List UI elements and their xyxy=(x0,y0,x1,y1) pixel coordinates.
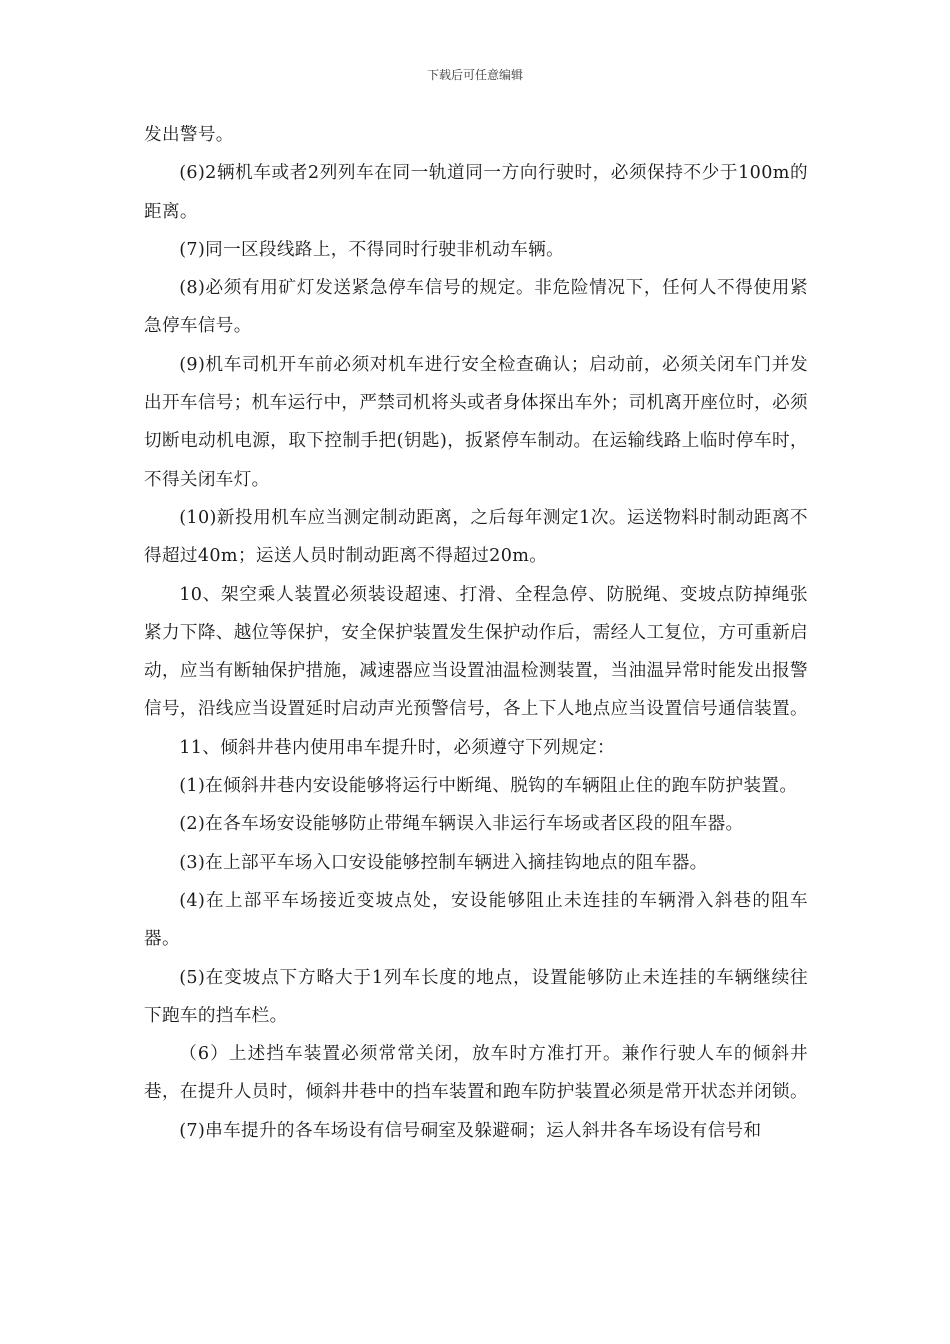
paragraph: (1)在倾斜井巷内安设能够将运行中断绳、脱钩的车辆阻止住的跑车防护装置。 xyxy=(179,776,798,797)
paragraph: (8)必须有用矿灯发送紧急停车信号的规定。非危险情况下，任何人不得使用紧急停车信号。 xyxy=(144,278,808,337)
paragraph: (3)在上部平车场入口安设能够控制车辆进入摘挂钩地点的阻车器。 xyxy=(179,852,708,873)
paragraph: (6)2辆机车或者2列列车在同一轨道同一方向行驶时，必须保持不少于100m的距离。 xyxy=(144,163,808,222)
page-header: 下载后可任意编辑 xyxy=(426,68,523,82)
paragraph: 发出警号。 xyxy=(144,125,234,145)
document-body xyxy=(144,116,808,1150)
paragraph: (2)在各车场安设能够防止带绳车辆误入非运行车场或者区段的阻车器。 xyxy=(179,814,744,835)
paragraph: (7)串车提升的各车场设有信号硐室及躲避硐；运人斜井各车场设有信号和 xyxy=(179,1120,762,1141)
paragraph: (7)同一区段线路上，不得同时行驶非机动车辆。 xyxy=(179,239,565,260)
paragraph: (5)在变坡点下方略大于1列车长度的地点，设置能够防止未连挂的车辆继续往下跑车的挡车栏。 xyxy=(144,967,808,1026)
paragraph: (9)机车司机开车前必须对机车进行安全检查确认；启动前，必须关闭车门并发出开车信号；机车运行中，严禁司机将头或者身体探出车外；司机离开座位时，必须切断电动机电源，取下控制手把(钥匙)，扳紧停车制动。在运输线路上临时停车时，不得关闭车灯。 xyxy=(144,354,808,490)
paragraph: (10)新投用机车应当测定制动距离，之后每年测定1次。运送物料时制动距离不得超过40m；运送人员时制动距离不得超过20m。 xyxy=(144,507,808,567)
paragraph: 10、架空乘人装置必须装设超速、打滑、全程急停、防脱绳、变坡点防掉绳张紧力下降、越位等保护，安全保护装置发生保护动作后，需经人工复位，方可重新启动，应当有断轴保护措施，减速器应当设置油温检测装置，当油温异常时能发出报警信号，沿线应当设置延时启动声光预警信号，各上下人地点应当设置信号通信装置。 xyxy=(144,584,808,720)
paragraph: 11、倾斜井巷内使用串车提升时，必须遵守下列规定： xyxy=(179,737,615,758)
paragraph: （6）上述挡车装置必须常常关闭，放车时方准打开。兼作行驶人车的倾斜井巷，在提升人员时，倾斜井巷中的挡车装置和跑车防护装置必须是常开状态并闭锁。 xyxy=(144,1044,808,1103)
paragraph: (4)在上部平车场接近变坡点处，安设能够阻止未连挂的车辆滑入斜巷的阻车器。 xyxy=(144,890,808,950)
